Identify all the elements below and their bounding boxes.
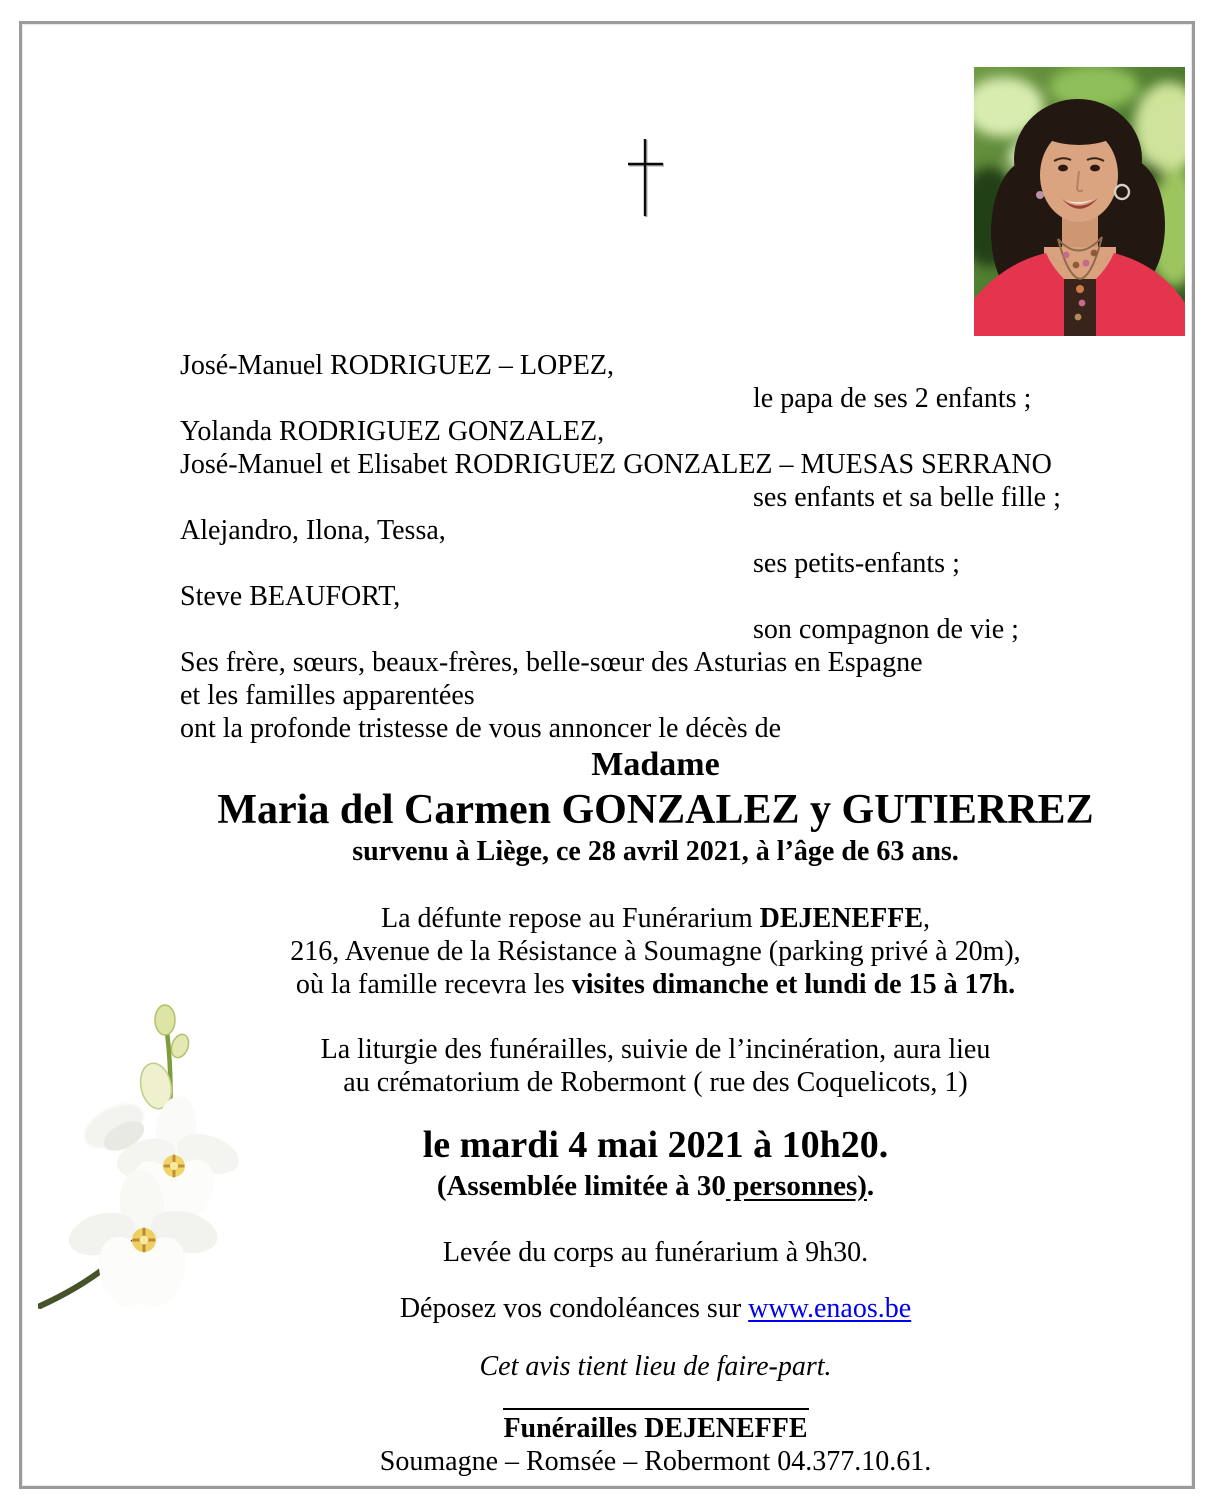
- assembly-text: .: [866, 1170, 875, 1202]
- repose-text: La défunte repose au Funérarium: [381, 903, 760, 934]
- announcement-text: [22, 24, 1192, 1478]
- condolences-line: [180, 1292, 1131, 1325]
- repose-address: 216, Avenue de la Résistance à Soumagne (parking privé à 20m),: [290, 936, 1021, 967]
- deceased-name: Maria del Carmen GONZALEZ y GUTIERREZ: [217, 787, 1094, 833]
- assembly-limit: [180, 1168, 1131, 1204]
- assembly-underlined-text: personnes): [725, 1170, 867, 1202]
- liturgy-paragraph: [180, 1033, 1131, 1099]
- relation-line: le papa de ses 2 enfants ;: [753, 383, 1032, 414]
- deceased-title: Madame: [591, 746, 720, 783]
- funeral-home-name: DEJENEFFE: [759, 903, 923, 934]
- family-line: José-Manuel RODRIGUEZ – LOPEZ,: [180, 350, 614, 381]
- relation-line: ses enfants et sa belle fille ;: [753, 482, 1061, 513]
- family-line: Yolanda RODRIGUEZ GONZALEZ,: [180, 416, 605, 447]
- liturgy-line-1: La liturgie des funérailles, suivie de l’incinération, aura lieu: [320, 1034, 991, 1065]
- relation-line: ses petits-enfants ;: [753, 548, 960, 579]
- repose-text: où la famille recevra les: [295, 969, 572, 1000]
- death-info: survenu à Liège, ce 28 avril 2021, à l’âge de 63 ans.: [352, 836, 959, 867]
- family-line: Steve BEAUFORT,: [180, 581, 401, 612]
- funeral-home-locations: Soumagne – Romsée – Robermont 04.377.10.61.: [379, 1446, 932, 1477]
- visiting-hours: visites dimanche et lundi de 15 à 17h.: [571, 969, 1016, 1000]
- faire-part-notice: Cet avis tient lieu de faire-part.: [479, 1351, 832, 1382]
- family-line: Alejandro, Ilona, Tessa,: [180, 515, 446, 546]
- announce-intro-line: ont la profonde tristesse de vous annoncer le décès de: [180, 713, 782, 744]
- levee-line: Levée du corps au funérarium à 9h30.: [442, 1237, 869, 1268]
- funeral-home-footer-name: Funérailles DEJENEFFE: [503, 1413, 808, 1444]
- family-line: José-Manuel et Elisabet RODRIGUEZ GONZALEZ – MUESAS SERRANO: [180, 449, 1052, 480]
- family-line: et les familles apparentées: [180, 680, 475, 711]
- repose-paragraph: [180, 902, 1131, 1001]
- repose-line-3: [180, 968, 1131, 1001]
- announcement-card: [19, 21, 1195, 1489]
- family-line: Ses frère, sœurs, beaux-frères, belle-sœur des Asturias en Espagne: [180, 647, 923, 678]
- ceremony-date: le mardi 4 mai 2021 à 10h20.: [422, 1124, 889, 1166]
- condolences-text: Déposez vos condoléances sur: [399, 1293, 749, 1324]
- relation-line: son compagnon de vie ;: [753, 614, 1019, 645]
- liturgy-line-2: au crématorium de Robermont ( rue des Coquelicots, 1): [343, 1067, 968, 1098]
- repose-line-1: [180, 902, 1131, 935]
- family-list: [180, 349, 1131, 745]
- condolences-link[interactable]: www.enaos.be: [748, 1293, 912, 1324]
- assembly-text: (Assemblée limitée à 30: [436, 1170, 726, 1202]
- repose-text: ,: [923, 903, 930, 934]
- footer-divider: [503, 1408, 809, 1410]
